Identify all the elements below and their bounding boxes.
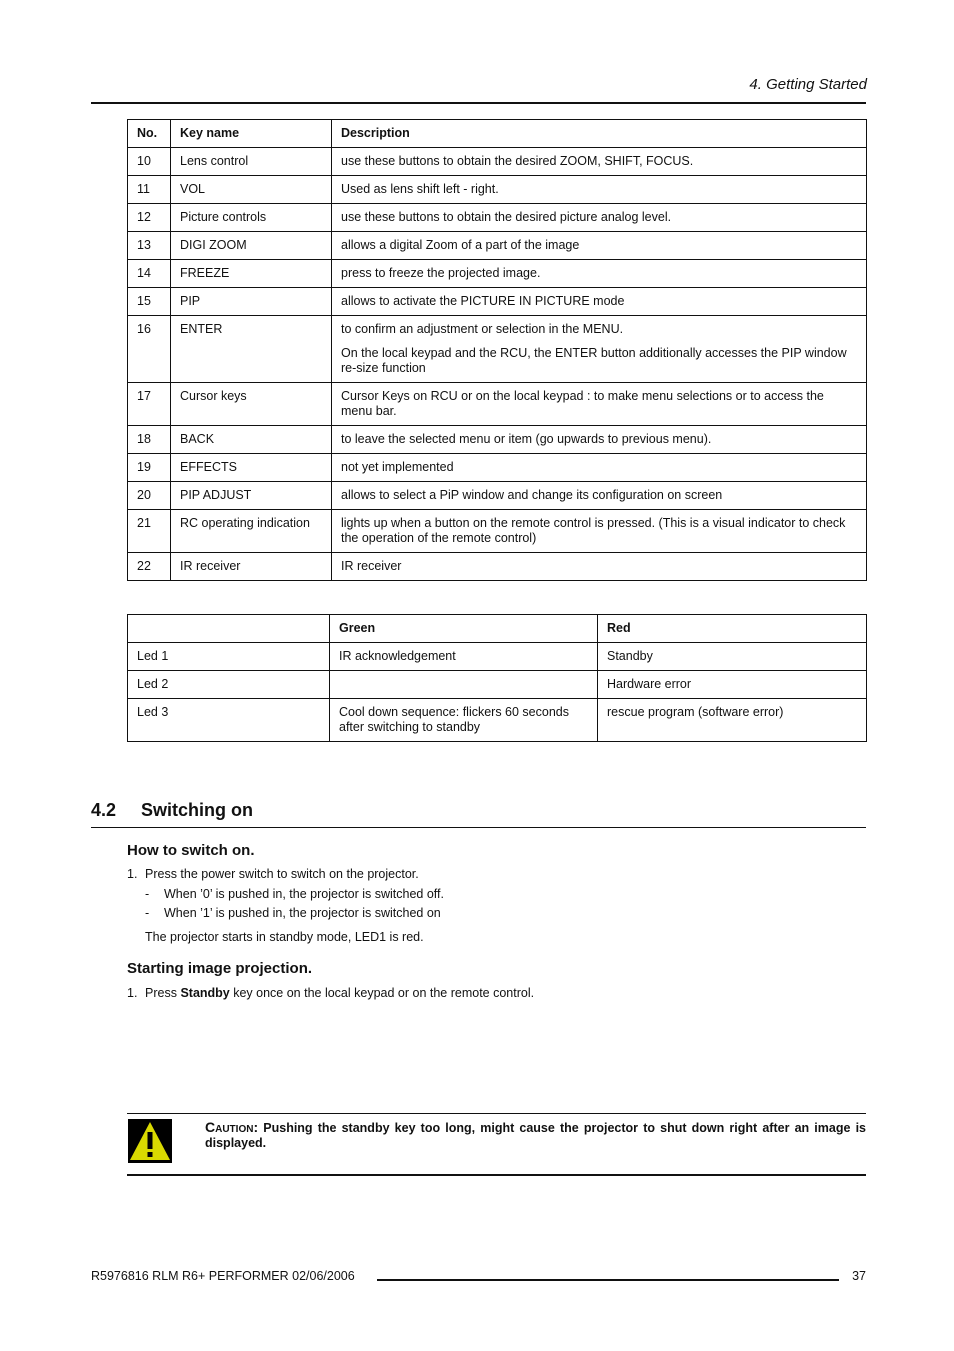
key-description: [332, 260, 867, 288]
key-name: EFFECTS: [171, 454, 332, 482]
table-row: [128, 260, 867, 288]
bullet-dash: -: [145, 887, 150, 901]
caution-label: Caution:: [205, 1119, 259, 1135]
table-row: [128, 232, 867, 260]
key-number: 20: [128, 482, 171, 510]
key-number: 13: [128, 232, 171, 260]
section-title: Switching on: [141, 800, 253, 820]
column-header-red: Red: [598, 615, 867, 643]
table-row: [128, 482, 867, 510]
key-name: VOL: [171, 176, 332, 204]
led-green-state: Cool down sequence: flickers 60 seconds after switching to standby: [330, 699, 598, 742]
footer-rule: [377, 1279, 839, 1281]
key-number: 11: [128, 176, 171, 204]
description-paragraph: use these buttons to obtain the desired picture analog level.: [341, 210, 672, 224]
table-row: [128, 316, 867, 383]
table-row: [128, 204, 867, 232]
key-name: RC operating indication: [171, 510, 332, 553]
led-red-state: rescue program (software error): [598, 699, 867, 742]
table-row: [128, 148, 867, 176]
footer-doc-info: R5976816 RLM R6+ PERFORMER 02/06/2006: [91, 1269, 355, 1283]
key-description: [332, 553, 867, 581]
led-red-state: Standby: [598, 643, 867, 671]
column-header-description: Description: [332, 120, 867, 148]
table-row: [128, 426, 867, 454]
table-row: [128, 454, 867, 482]
caution-bottom-rule: [127, 1174, 866, 1176]
description-paragraph: not yet implemented: [341, 460, 454, 474]
led-green-state: [330, 671, 598, 699]
step-suffix: key once on the local keypad or on the remote control.: [229, 986, 535, 1000]
led-green-state: IR acknowledgement: [330, 643, 598, 671]
key-number: 16: [128, 316, 171, 383]
projection-heading: Starting image projection.: [127, 960, 313, 977]
key-description: [332, 204, 867, 232]
description-paragraph: IR receiver: [341, 559, 402, 573]
key-number: 21: [128, 510, 171, 553]
section-rule: [91, 827, 866, 828]
table-row: [128, 510, 867, 553]
chapter-title: 4. Getting Started: [749, 76, 867, 93]
key-name: PIP ADJUST: [171, 482, 332, 510]
key-name: FREEZE: [171, 260, 332, 288]
bullet-text: When ’0’ is pushed in, the projector is switched off.: [164, 887, 445, 901]
step-prefix: Press: [145, 986, 181, 1000]
key-name: DIGI ZOOM: [171, 232, 332, 260]
table-row: [128, 553, 867, 581]
description-paragraph: allows to select a PiP window and change its configuration on screen: [341, 488, 723, 502]
key-name: ENTER: [171, 316, 332, 383]
key-name: Lens control: [171, 148, 332, 176]
led-name: Led 3: [128, 699, 330, 742]
table-row: [128, 699, 867, 742]
section-number: 4.2: [91, 800, 117, 820]
warning-triangle-icon: [128, 1119, 172, 1163]
key-description: [332, 426, 867, 454]
key-description: [332, 288, 867, 316]
bullet-dash: -: [145, 906, 150, 920]
key-name: BACK: [171, 426, 332, 454]
key-number: 18: [128, 426, 171, 454]
key-name: PIP: [171, 288, 332, 316]
description-paragraph: Cursor Keys on RCU or on the local keypad : to make menu selections or to access the menu bar.: [341, 389, 824, 418]
led-table: [127, 614, 867, 742]
step-number: 1.: [127, 867, 138, 881]
step-number: 1.: [127, 986, 138, 1000]
key-description: [332, 454, 867, 482]
description-paragraph: to leave the selected menu or item (go upwards to previous menu).: [341, 432, 712, 446]
key-number: 15: [128, 288, 171, 316]
key-table: [127, 119, 867, 581]
step-text: Press the power switch to switch on the projector.: [145, 867, 419, 881]
description-paragraph: Used as lens shift left - right.: [341, 182, 499, 196]
how-to-heading: How to switch on.: [127, 842, 255, 859]
section-heading: [91, 800, 253, 821]
column-header-no: No.: [128, 120, 171, 148]
description-paragraph: lights up when a button on the remote control is pressed. (This is a visual indicator to check the operation of the remote control): [341, 516, 846, 545]
description-paragraph: press to freeze the projected image.: [341, 266, 541, 280]
column-header-green: Green: [330, 615, 598, 643]
header-rule: [91, 102, 866, 104]
led-red-state: Hardware error: [598, 671, 867, 699]
key-description: [332, 148, 867, 176]
description-paragraph: allows to activate the PICTURE IN PICTURE mode: [341, 294, 625, 308]
key-number: 22: [128, 553, 171, 581]
key-description: [332, 383, 867, 426]
caution-text: [205, 1120, 866, 1151]
table-row: [128, 383, 867, 426]
table-row: [128, 643, 867, 671]
page-number: 37: [852, 1269, 866, 1283]
table-row: [128, 176, 867, 204]
key-name: IR receiver: [171, 553, 332, 581]
key-description: [332, 316, 867, 383]
key-description: [332, 482, 867, 510]
key-description: [332, 232, 867, 260]
key-number: 10: [128, 148, 171, 176]
bullet-text: When ’1’ is pushed in, the projector is switched on: [164, 906, 441, 920]
standby-note: The projector starts in standby mode, LED1 is red.: [145, 930, 424, 944]
description-paragraph: allows a digital Zoom of a part of the image: [341, 238, 580, 252]
column-header-led: [128, 615, 330, 643]
key-number: 14: [128, 260, 171, 288]
key-number: 12: [128, 204, 171, 232]
caution-top-rule: [127, 1113, 866, 1114]
projection-step: [145, 986, 534, 1001]
key-number: 17: [128, 383, 171, 426]
key-number: 19: [128, 454, 171, 482]
table-row: [128, 671, 867, 699]
caution-message: Pushing the standby key too long, might cause the projector to shut down right after an image is displayed.: [205, 1121, 866, 1150]
key-description: [332, 176, 867, 204]
key-table-header: [128, 120, 867, 148]
column-header-key-name: Key name: [171, 120, 332, 148]
led-table-header: [128, 615, 867, 643]
description-paragraph: to confirm an adjustment or selection in the MENU.: [341, 322, 624, 336]
key-name: Cursor keys: [171, 383, 332, 426]
led-name: Led 2: [128, 671, 330, 699]
key-description: [332, 510, 867, 553]
led-name: Led 1: [128, 643, 330, 671]
key-name: Picture controls: [171, 204, 332, 232]
standby-key-label: Standby: [180, 986, 230, 1000]
table-row: [128, 288, 867, 316]
description-paragraph: use these buttons to obtain the desired ZOOM, SHIFT, FOCUS.: [341, 154, 694, 168]
description-paragraph: On the local keypad and the RCU, the ENTER button additionally accesses the PIP window re-size function: [341, 346, 847, 375]
